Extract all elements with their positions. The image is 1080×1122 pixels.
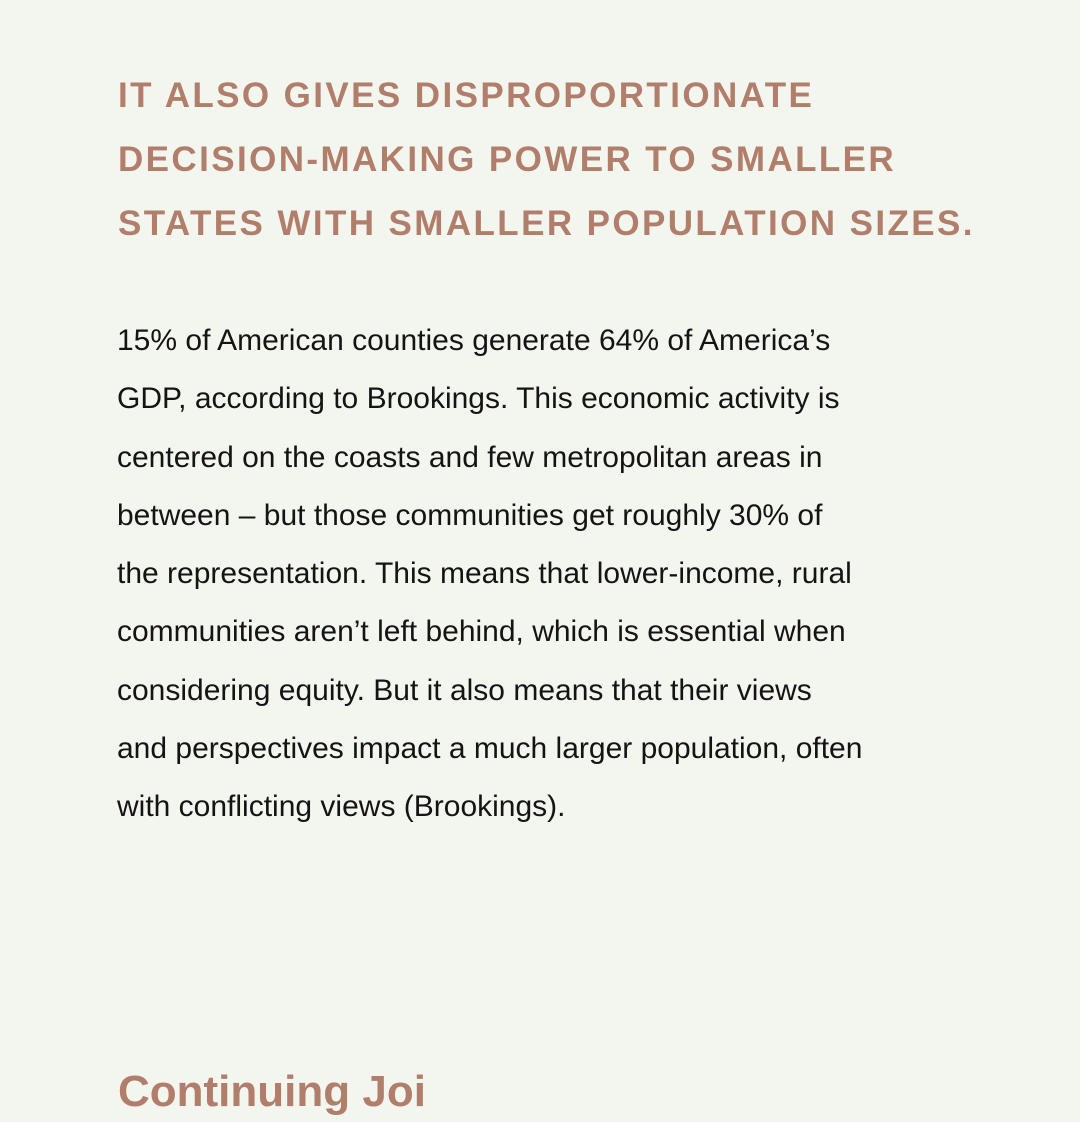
body-line: centered on the coasts and few metropolitan areas in — [117, 440, 823, 474]
body-line: 15% of American counties generate 64% of America’s — [117, 324, 831, 357]
next-section-heading: Continuing Joi — [118, 1067, 426, 1116]
heading-line: IT ALSO GIVES DISPROPORTIONATE — [118, 76, 815, 115]
body-paragraph — [117, 312, 997, 837]
body-line: with conflicting views (Brookings). — [117, 790, 566, 824]
heading-line: DECISION-MAKING POWER TO SMALLER — [118, 140, 897, 179]
body-line: GDP, according to Brookings. This economic activity is — [117, 382, 840, 416]
section-heading — [118, 64, 1018, 256]
heading-line: STATES WITH SMALLER POPULATION SIZES. — [118, 204, 975, 243]
body-line: considering equity. But it also means that their views — [117, 673, 812, 707]
body-line: communities aren’t left behind, which is essential when — [117, 615, 846, 649]
body-line: the representation. This means that lower-income, rural — [117, 557, 852, 591]
body-line: and perspectives impact a much larger population, often — [117, 732, 863, 766]
body-line: between – but those communities get roughly 30% of — [117, 498, 823, 532]
